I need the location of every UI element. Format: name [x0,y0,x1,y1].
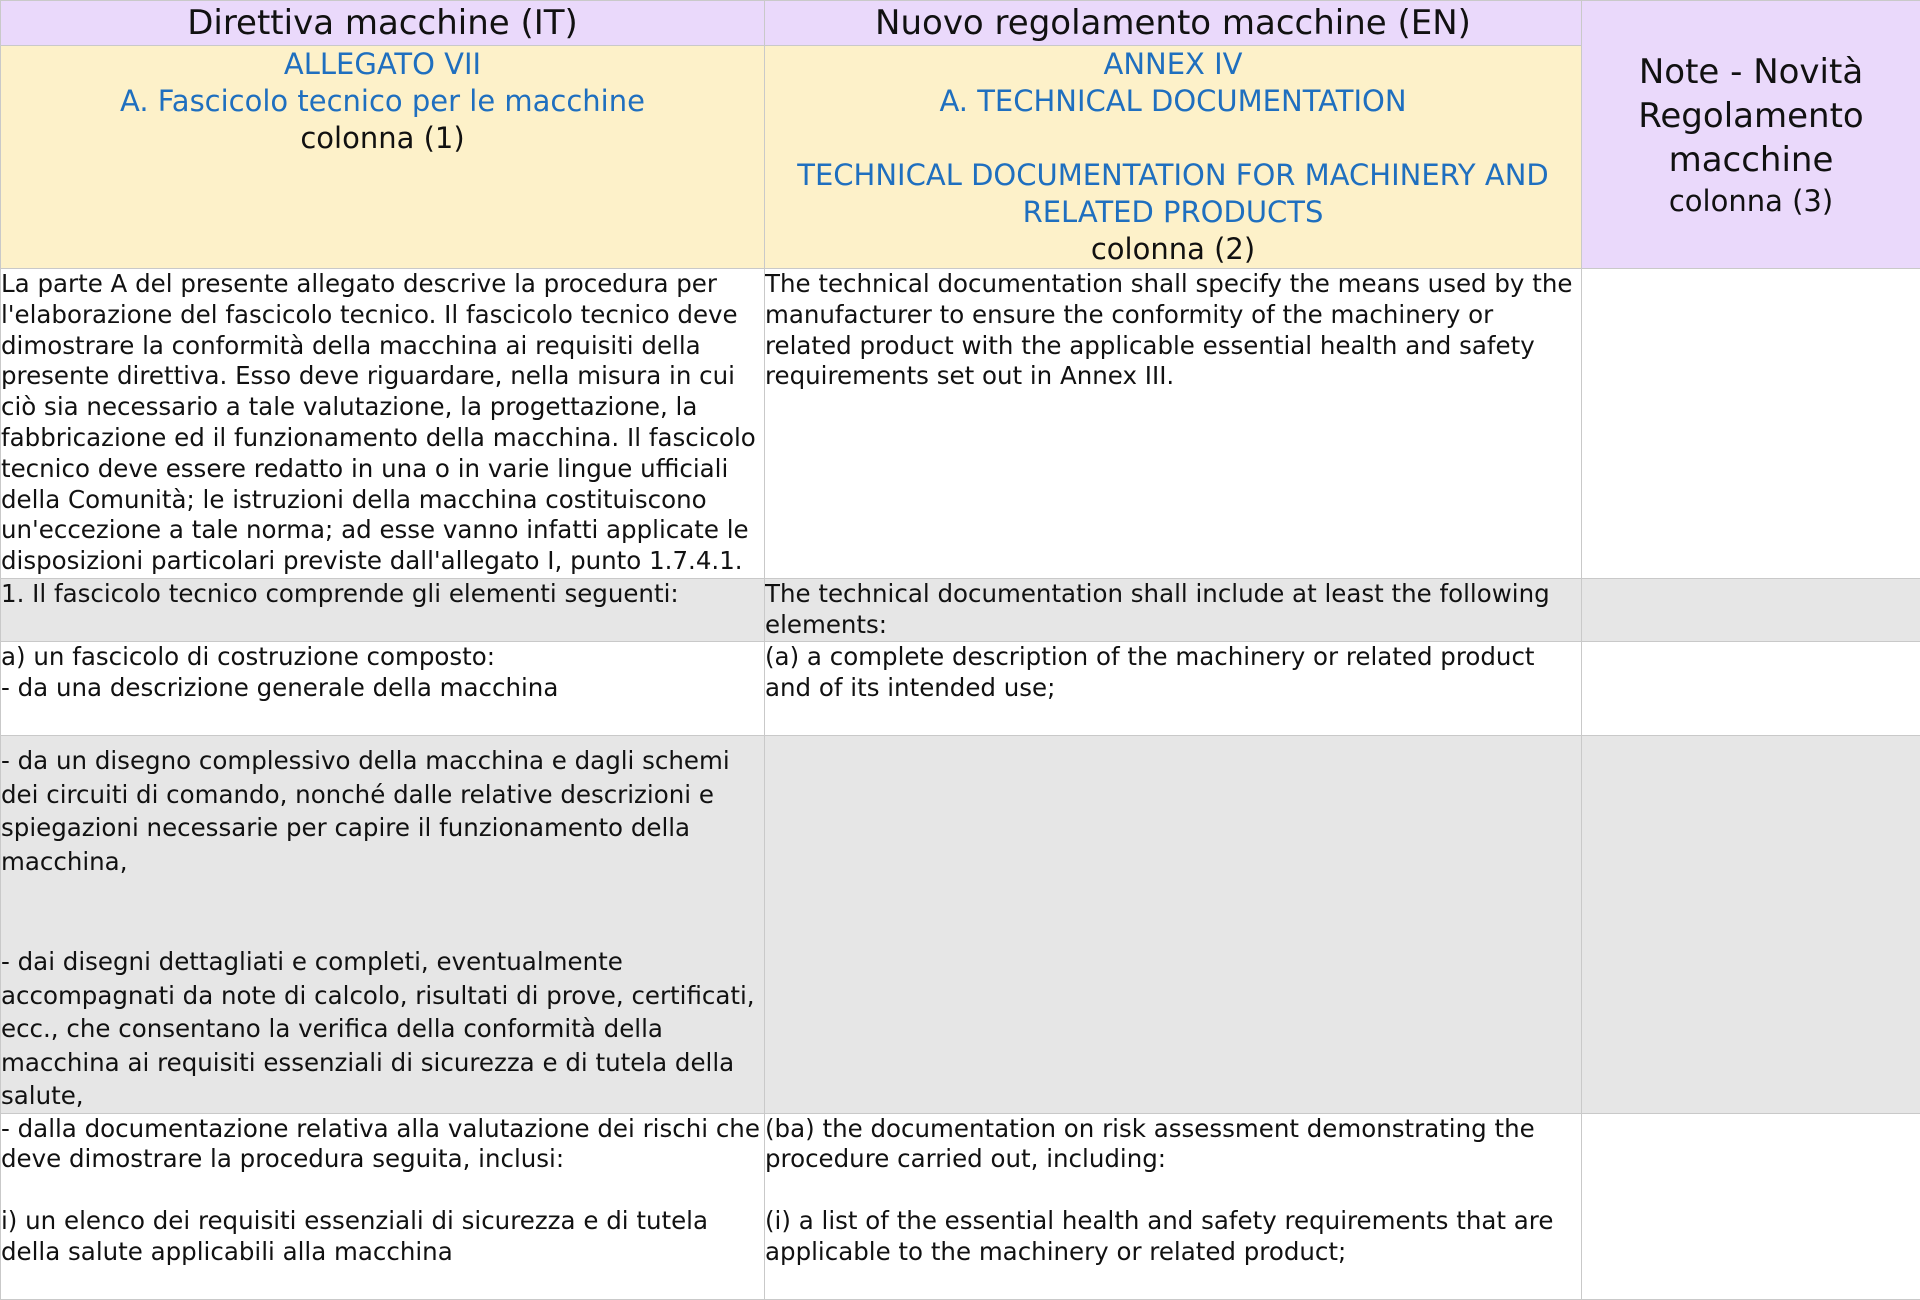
col1-title: Direttiva macchine (IT) [1,1,765,46]
cell-it: - da un disegno complessivo della macchina e dagli schemi dei circuiti di comando, nonché dalle relative descrizioni e spiegazioni necessarie per capire il funzionamento della macchina, - dai disegni dettagliati e completi, eventualmente accompagnati da note di calcolo, risultati di prove, certificati, ecc., che consentano la verifica della conformità della macchina ai requisiti essenziali di sicurezza e di tutela della salute, [1,736,765,1114]
table-row [1,736,1920,1114]
cell-it: 1. Il fascicolo tecnico comprende gli elementi seguenti: [1,579,765,642]
col3-header [1582,1,1920,269]
table-row [1,579,1920,642]
col3-column-label: colonna (3) [1582,182,1920,220]
col2-title: Nuovo regolamento macchine (EN) [765,1,1582,46]
table-row [1,642,1920,736]
col2-section-title: TECHNICAL DOCUMENTATION FOR MACHINERY AND RELATED PRODUCTS [765,157,1581,231]
cell-note [1582,269,1920,579]
col1-column-label: colonna (1) [1,120,764,157]
col2-annex: ANNEX IV [765,46,1581,83]
table-row [1,1113,1920,1299]
col2-column-label: colonna (2) [765,231,1581,268]
cell-en: The technical documentation shall specify the means used by the manufacturer to ensure the conformity of the machinery or related product with the applicable essential health and safety requirements set out in Annex III. [765,269,1582,579]
col1-section: A. Fascicolo tecnico per le macchine [1,83,764,120]
cell-it: - dalla documentazione relativa alla valutazione dei rischi che deve dimostrare la procedura seguita, inclusi: i) un elenco dei requisiti essenziali di sicurezza e di tutela della salute applicabili alla macchina [1,1113,765,1299]
col2-section: A. TECHNICAL DOCUMENTATION [765,83,1581,120]
cell-note [1582,642,1920,736]
col1-subheader [1,46,765,269]
col3-title: Note - Novità Regolamento macchine [1638,52,1863,180]
col1-annex: ALLEGATO VII [1,46,764,83]
cell-en: (ba) the documentation on risk assessment demonstrating the procedure carried out, including: (i) a list of the essential health and safety requirements that are applicable to the machinery or related product; [765,1113,1582,1299]
col2-subheader [765,46,1582,269]
cell-note [1582,579,1920,642]
cell-note [1582,1113,1920,1299]
table-row [1,269,1920,579]
cell-it: a) un fascicolo di costruzione composto: - da una descrizione generale della macchina [1,642,765,736]
cell-en: (a) a complete description of the machinery or related product and of its intended use; [765,642,1582,736]
header-row-titles [1,1,1920,46]
cell-note [1582,736,1920,1114]
cell-en [765,736,1582,1114]
cell-en: The technical documentation shall include at least the following elements: [765,579,1582,642]
cell-it: La parte A del presente allegato descrive la procedura per l'elaborazione del fascicolo tecnico. Il fascicolo tecnico deve dimostrare la conformità della macchina ai requisiti della presente direttiva. Esso deve riguardare, nella misura in cui ciò sia necessario a tale valutazione, la progettazione, la fabbricazione ed il funzionamento della macchina. Il fascicolo tecnico deve essere redatto in una o in varie lingue ufficiali della Comunità; le istruzioni della macchina costituiscono un'eccezione a tale norma; ad esse vanno infatti applicate le disposizioni particolari previste dall'allegato I, punto 1.7.4.1. [1,269,765,579]
